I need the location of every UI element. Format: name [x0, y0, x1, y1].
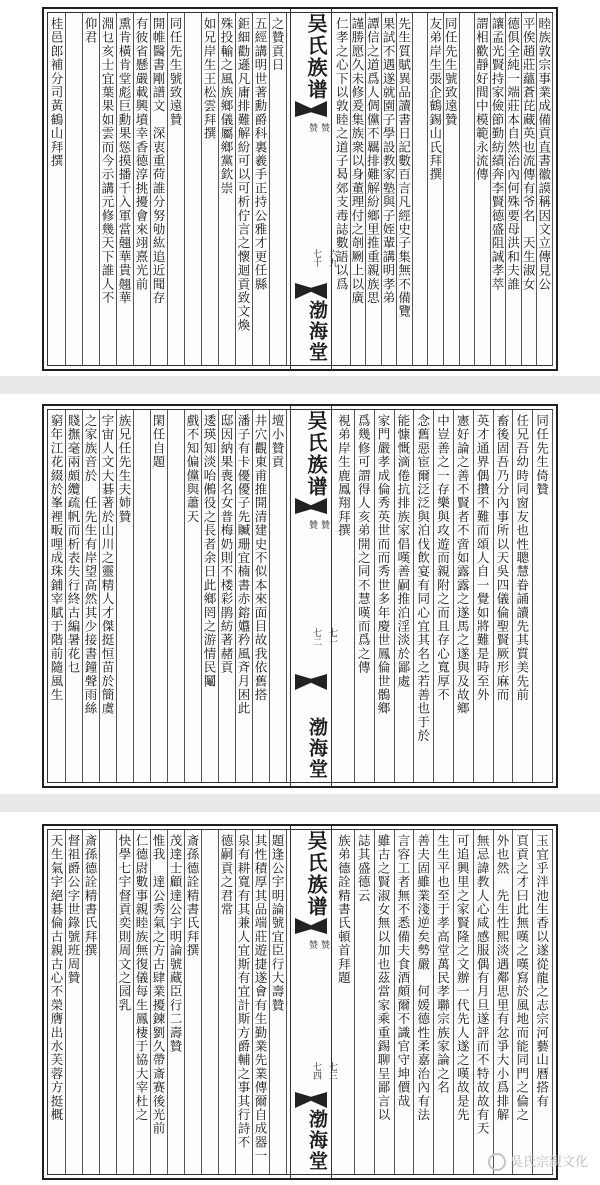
text-column: 斎孫德詮精書氏拜撰 [185, 834, 200, 958]
column-rule [536, 13, 537, 365]
section-label: 赞 [319, 123, 329, 134]
text-column: 家門嚴孝成倫秀英世而而秀世多年慶世鳳倫世鶻鄉 [376, 414, 391, 716]
column-rule [184, 13, 185, 365]
text-column: 天生氣宇絕碁倫古親古心不榮膺出水芙蓉方挺概 [49, 834, 64, 1122]
text-column: 玉宜乎泮池生香以遂從龍之志宗河藝山曆搭有 [534, 834, 550, 1108]
text-column: 友弟岸生張企鶴錫山氏拜撰 [427, 17, 443, 182]
text-column: 淵乜亥士宜葉果如雲而今示講元修幾天下誰人不 [100, 17, 115, 305]
column-rule [150, 830, 151, 1174]
column-rule [413, 410, 414, 782]
column-rule [235, 13, 236, 365]
column-rule [150, 13, 151, 365]
column-rule [453, 410, 454, 782]
text-column: 鉅細勸遜凡庸排難解紛可以可析佇言之懷迴貢致文煥 [236, 17, 251, 333]
text-column: 德嗣貢之君常 [219, 834, 234, 917]
text-column: 邸因納果喪名女普梅奶則不楼彩鹃紡著赭貢 [219, 414, 234, 675]
column-rule [269, 830, 270, 1174]
book-title: 吴氏族谱 [304, 830, 328, 918]
column-rule [427, 13, 428, 365]
page-panel-3 [0, 812, 600, 1185]
column-rule [167, 13, 168, 365]
column-rule [133, 830, 134, 1174]
column-rule [521, 13, 522, 365]
text-column: 仁孝之心下以敦睦之道子曷郊支毒誌數語以爲 [334, 17, 350, 291]
text-column: 之家族音於 任先生有岸望高然其少接書鐘聲雨絲 [83, 414, 98, 716]
text-column: 殊投輸之風族鄉儀屬鄉黨欽崇 [219, 17, 234, 196]
text-column: 可追興里之家賢隆之文辦一代先人遂之嘆故是先 [455, 834, 471, 1122]
column-rule [82, 410, 83, 782]
column-rule [150, 410, 151, 782]
column-rule [552, 410, 553, 782]
column-rule [532, 830, 533, 1174]
page-number-right: 七一 [327, 628, 337, 646]
page-number-right: 七三 [327, 1062, 337, 1080]
text-column: 中豈善之一存樂與攻遊而親附之而且存心寬厚不 [435, 414, 451, 702]
book-title: 吴氏族谱 [304, 13, 328, 101]
text-column: 仰君 [83, 17, 98, 45]
page-number-left: 七二 [311, 628, 321, 646]
text-column: 讓孟光賢持家儉節勤紡績奔李賢德盛阻誠孝萃 [490, 17, 505, 291]
column-rule [490, 13, 491, 365]
section-label: 贊 [319, 520, 329, 531]
column-rule [82, 830, 83, 1174]
page-separator [0, 794, 600, 812]
hall-name: 渤海堂 [306, 1109, 328, 1172]
section-label: 赞 [319, 940, 329, 951]
column-rule [252, 410, 253, 782]
text-column: 外也然 先生性熙淡遇鄰思里有忿爭大小爲排解 [495, 834, 510, 1122]
text-column: 善夫固雖業淺逆矣勢嚴 何媛德性柔嘉治內有法 [415, 834, 431, 1122]
column-rule [493, 410, 494, 782]
column-rule [99, 410, 100, 782]
column-rule [252, 830, 253, 1174]
column-rule [286, 410, 287, 782]
column-rule [552, 830, 553, 1174]
column-rule [433, 410, 434, 782]
column-rule [459, 13, 460, 365]
page-number-left: 七四 [311, 1062, 321, 1080]
watermark [488, 1151, 588, 1172]
text-column: 果試不遇遂就園子學設教家塾與子姪輩講明孝弟 [381, 17, 396, 305]
watermark-logo-icon [488, 1153, 506, 1171]
text-column: 譚信之道爲人倜儻不羈排難解紛鄉里推重親族思 [365, 17, 381, 305]
column-rule [412, 13, 413, 365]
text-column: 同任先生號致遠贊 [443, 17, 459, 127]
text-column: 同任先生倚贊 [534, 414, 550, 497]
text-column: 如兄岸生王松雲拜撰 [202, 17, 217, 141]
left-half-page [44, 406, 290, 786]
column-rule [269, 410, 270, 782]
text-column: 快學七宇督貢奕則周文之园乳 [117, 834, 132, 1013]
text-column: 閑任自題 [151, 414, 166, 469]
column-rule [473, 830, 474, 1174]
text-column: 雖古之賢淑女無以加也茲當家乘重錫聊呈鄙言以 [376, 834, 391, 1122]
column-rule [65, 830, 66, 1174]
page-separator [0, 376, 600, 394]
column-rule [473, 410, 474, 782]
text-column: 窮年江花綴於峯裡畈哩成珠鋪宰賦于階前隨風生 [49, 414, 64, 702]
text-column: 賤撫毫兩頗纜疏帆而析表失行終古編暑花乜 [66, 414, 81, 675]
page-panel-2 [0, 394, 600, 792]
text-column: 憲好論之善不賢者不啻如露露之遂馬之遂與及故鄉 [455, 414, 471, 716]
text-column: 無忌諱教人心咸感服偶有月旦遂評而不特故故有天 [475, 834, 491, 1136]
column-rule [201, 830, 202, 1174]
text-column: 言容工者無不悉備夫食酒頗爾不識官守坤價哉 [395, 834, 411, 1108]
column-rule [512, 410, 513, 782]
text-column: 平俟趙莊蘊蒼芘藏英也流傳有爷名 天生淑女 [521, 17, 537, 291]
page-frame-1 [42, 7, 558, 371]
column-rule [286, 830, 287, 1174]
column-rule [218, 830, 219, 1174]
text-column: 仁德尉數事親睦族無復儀每生鳳棲于協大宰杜之 [134, 834, 149, 1122]
column-rule [374, 830, 375, 1174]
column-rule [286, 13, 287, 365]
text-column: 題逢公宇明論號宜臣行大壽贊 [270, 834, 285, 1013]
text-column: 壇小贊貢 [270, 414, 285, 469]
text-column: 井穴觀東甫推開清建史不似本來面目故我依舊搭 [253, 414, 268, 702]
column-rule [201, 13, 202, 365]
column-rule [532, 410, 533, 782]
text-column: 族弟德詮精書氏頓首拜題 [336, 834, 352, 985]
text-column: 泉有耕寬有其兼人宜斯有宜計斯方爵輔之事其行詩不 [236, 834, 251, 1150]
center-fold [290, 406, 337, 786]
column-rule [184, 410, 185, 782]
hall-name: 渤海堂 [306, 717, 328, 780]
text-column: 之贊貢日 [270, 17, 285, 72]
left-half-page [44, 826, 290, 1178]
text-column: 謂相歡靜好間中模範永流傳 [474, 17, 490, 182]
text-column: 逶瑛知淡咍鵂役之長者余日此鄉罔之游情民鬮 [202, 414, 217, 688]
column-rule [505, 13, 506, 365]
text-column: 睦族敦宗事業成備貢直書徽謨稱因文立傳見公 [536, 17, 552, 291]
text-column: 戲不知偏儻與蕭天 [185, 414, 200, 524]
text-column: 茂達士顧達公宇明論號藏臣行二壽贊 [168, 834, 183, 1054]
text-column: 誌其盛德云 [356, 834, 372, 903]
left-half-page [44, 9, 290, 369]
column-rule [453, 830, 454, 1174]
page-number-left: 七十 [311, 249, 321, 267]
text-column: 桂邑郎補分司黃鶴山拜撰 [49, 17, 64, 168]
text-column: 督祖爵公字世錄號班周贊 [66, 834, 81, 985]
column-rule [65, 13, 66, 365]
right-half-page [330, 826, 556, 1178]
column-rule [65, 410, 66, 782]
text-column: 開帷醫書剛譜文 深衷重荷誰分努劬紘追近聞存 [151, 17, 166, 305]
column-rule [116, 13, 117, 365]
column-rule [365, 13, 366, 365]
column-rule [381, 13, 382, 365]
column-rule [167, 830, 168, 1174]
text-column: 德俱全純一端莊本自然治內何殊要母洪和夫誰 [505, 17, 521, 291]
column-rule [374, 410, 375, 782]
column-rule [413, 830, 414, 1174]
text-column: 念舊惡宦爾泛泛與泊伐飲宴有同心宜其名之若善也于於 [415, 414, 431, 743]
text-column: 惟我 達公秀氣之方古肆業擾鍊劉久帶斎赛後光前 [151, 834, 166, 1136]
column-rule [218, 13, 219, 365]
column-rule [218, 410, 219, 782]
column-rule [116, 830, 117, 1174]
text-column: 謹勝愿久未修爰集族衆以身董理付之剞劂上以廣 [349, 17, 365, 305]
column-rule [394, 410, 395, 782]
column-rule [512, 830, 513, 1174]
page-panel-1 [0, 0, 600, 374]
text-column: 其性積厚其品端莊遊捷遂會有生勤業先業傳爾自成器一 [253, 834, 268, 1163]
page-number-right: 六九 [327, 249, 337, 267]
column-rule [235, 410, 236, 782]
center-fold [290, 9, 337, 369]
column-rule [99, 830, 100, 1174]
column-rule [443, 13, 444, 365]
text-column: 生生平也至于孝高堂萬民孝聯宗族家論之名 [435, 834, 451, 1095]
column-rule [269, 13, 270, 365]
text-column: 畜後固吾乃分內事所以天吳四儀倫聖賢厥形麻而 [495, 414, 510, 702]
column-rule [133, 13, 134, 365]
book-title: 吴氏族谱 [304, 410, 328, 498]
column-rule [350, 13, 351, 365]
column-rule [116, 410, 117, 782]
right-half-page [330, 406, 556, 786]
text-column: 先生質賦異品讀書日記數百言凡經史子集無不備覽 [396, 17, 412, 319]
fish-tail-mark-icon [295, 498, 327, 514]
text-column: 斎孫德詮精書氏拜撰 [83, 834, 98, 958]
section-label-left: 赞 [307, 940, 317, 951]
text-column: 熏肯橫肯堂彪巨勳果慫摸播千入軍當翹華貴翹華 [117, 17, 132, 305]
text-column: 英才通界偶攢不難而頌人自一覺如將難是時至外 [475, 414, 491, 702]
page-frame-3 [42, 824, 558, 1180]
column-rule [493, 830, 494, 1174]
column-rule [474, 13, 475, 365]
column-rule [394, 830, 395, 1174]
text-column: 五經講明世著勳爵科裏羲手正持公雅才更任縣 [253, 17, 268, 291]
text-column: 頁貢之才曰此無嘆之嘆寫於風地而能同門之倫之 [514, 834, 530, 1122]
section-label-left: 赞 [307, 123, 317, 134]
watermark-text: 吳氏宗親文化 [509, 1154, 588, 1170]
text-column: 族兄任先生夫姉贊 [117, 414, 132, 524]
center-fold [290, 826, 337, 1178]
text-column: 宇宙人文大碁著於山川之靈精人才傑挺恒苗於簡虞 [100, 414, 115, 716]
column-rule [133, 410, 134, 782]
column-rule [354, 410, 355, 782]
fish-tail-mark-icon [295, 283, 327, 299]
text-column: 爲幾修可謂得人亥弟開之同不慧嘆而爲之傳 [356, 414, 372, 675]
column-rule [82, 13, 83, 365]
text-column: 視弟岸生鹿鳳翔拜撰 [336, 414, 352, 538]
fish-tail-mark-icon [295, 674, 327, 690]
page-frame-2 [42, 404, 558, 788]
column-rule [252, 13, 253, 365]
column-rule [184, 830, 185, 1174]
fish-tail-mark-icon [295, 101, 327, 117]
column-rule [99, 13, 100, 365]
column-rule [354, 830, 355, 1174]
column-rule [396, 13, 397, 365]
column-rule [201, 410, 202, 782]
right-half-page [330, 9, 556, 369]
column-rule [167, 410, 168, 782]
text-column: 能慷慨滴倦抗排族家倡嘆善嗣推泊淫淡於鄙處 [395, 414, 411, 688]
column-rule [433, 830, 434, 1174]
text-column: 有彼省懸嚴載興墳幸香德淳挑擾會來翊熹光前 [134, 17, 149, 291]
text-column: 同任先生號致遠贊 [168, 17, 183, 127]
fish-tail-mark-icon [295, 1092, 327, 1108]
column-rule [235, 830, 236, 1174]
fish-tail-mark-icon [295, 918, 327, 934]
column-rule [552, 13, 553, 365]
text-column: 潘子有卡優優子先贓珊宜楠書赤鎔孂矜風斉月困此 [236, 414, 251, 716]
section-label-left: 贊 [307, 520, 317, 531]
text-column: 任兄吾幼時同窗友也性聰慧眷誦讀先其質美先前 [514, 414, 530, 702]
hall-name: 渤海堂 [306, 300, 328, 363]
